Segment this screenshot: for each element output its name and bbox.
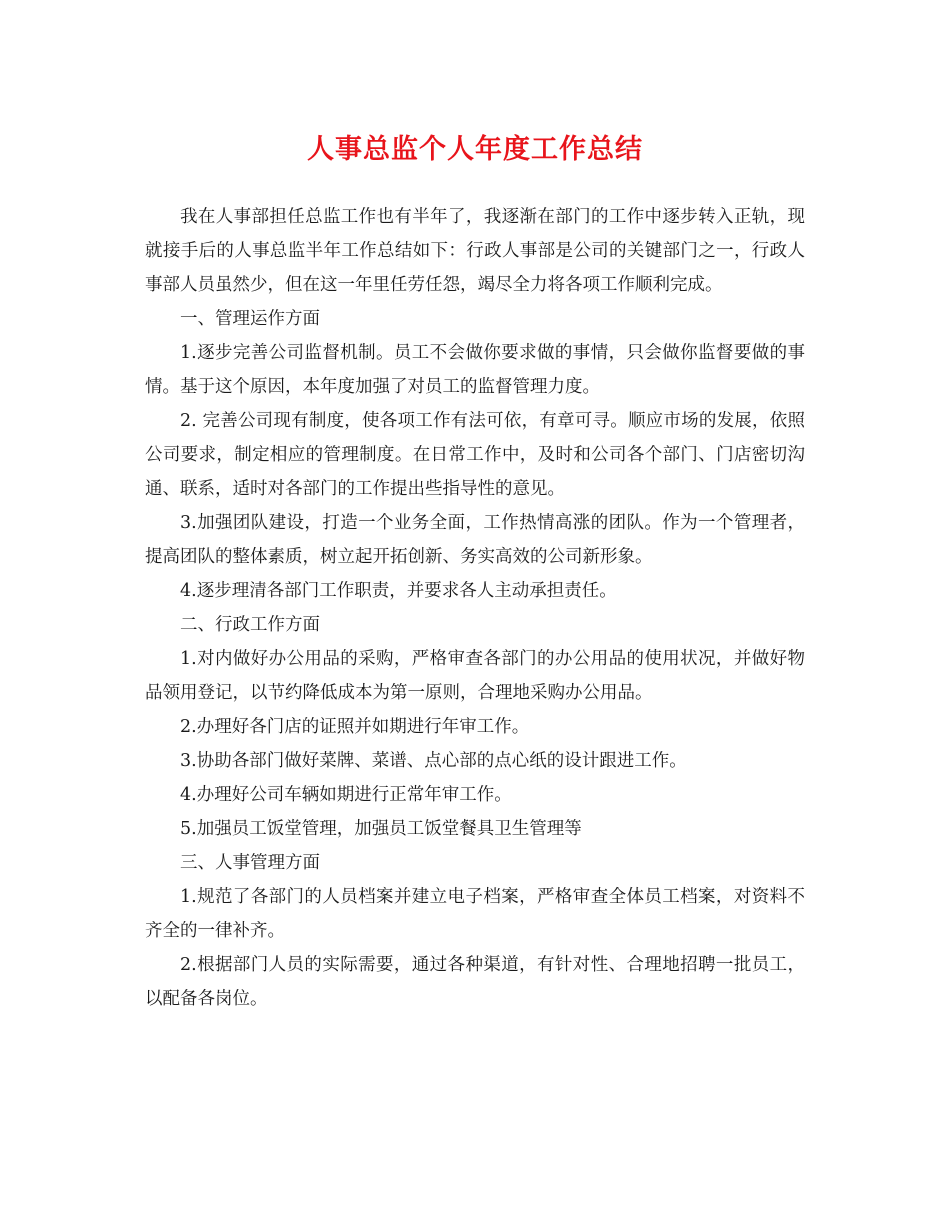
list-item: 2.根据部门人员的实际需要，通过各种渠道，有针对性、合理地招聘一批员工，以配备各岗位。 xyxy=(145,955,805,1009)
list-item: 5.加强员工饭堂管理，加强员工饭堂餐具卫生管理等 xyxy=(180,819,582,839)
list-item: 3.协助各部门做好菜牌、菜谱、点心部的点心纸的设计跟进工作。 xyxy=(180,751,687,771)
section-heading-administration: 二、行政工作方面 xyxy=(180,615,320,635)
list-item: 2.办理好各门店的证照并如期进行年审工作。 xyxy=(180,717,530,737)
list-item: 3.加强团队建设，打造一个业务全面，工作热情高涨的团队。作为一个管理者，提高团队的整体素质，树立起开拓创新、务实高效的公司新形象。 xyxy=(145,513,805,567)
list-item: 1.规范了各部门的人员档案并建立电子档案，严格审查全体员工档案，对资料不齐全的一律补齐。 xyxy=(145,887,805,941)
document-title: 人事总监个人年度工作总结 xyxy=(307,134,643,165)
list-item: 1.对内做好办公用品的采购，严格审查各部门的办公用品的使用状况，并做好物品领用登记，以节约降低成本为第一原则，合理地采购办公用品。 xyxy=(145,649,805,703)
intro-paragraph: 我在人事部担任总监工作也有半年了，我逐渐在部门的工作中逐步转入正轨，现就接手后的人事总监半年工作总结如下：行政人事部是公司的关键部门之一，行政人事部人员虽然少，但在这一年里任劳任怨，竭尽全力将各项工作顺利完成。 xyxy=(145,207,805,295)
list-item: 1.逐步完善公司监督机制。员工不会做你要求做的事情，只会做你监督要做的事情。基于这个原因，本年度加强了对员工的监督管理力度。 xyxy=(145,343,805,397)
section-heading-personnel: 三、人事管理方面 xyxy=(180,853,320,873)
section-heading-management: 一、管理运作方面 xyxy=(180,309,320,329)
document-body xyxy=(145,200,805,1016)
list-item: 4.办理好公司车辆如期进行正常年审工作。 xyxy=(180,785,512,805)
list-item: 4.逐步理清各部门工作职责，并要求各人主动承担责任。 xyxy=(180,581,617,601)
list-item: 2. 完善公司现有制度，使各项工作有法可依，有章可寻。顺应市场的发展，依照公司要求，制定相应的管理制度。在日常工作中，及时和公司各个部门、门店密切沟通、联系，适时对各部门的工作提出些指导性的意见。 xyxy=(145,411,805,499)
